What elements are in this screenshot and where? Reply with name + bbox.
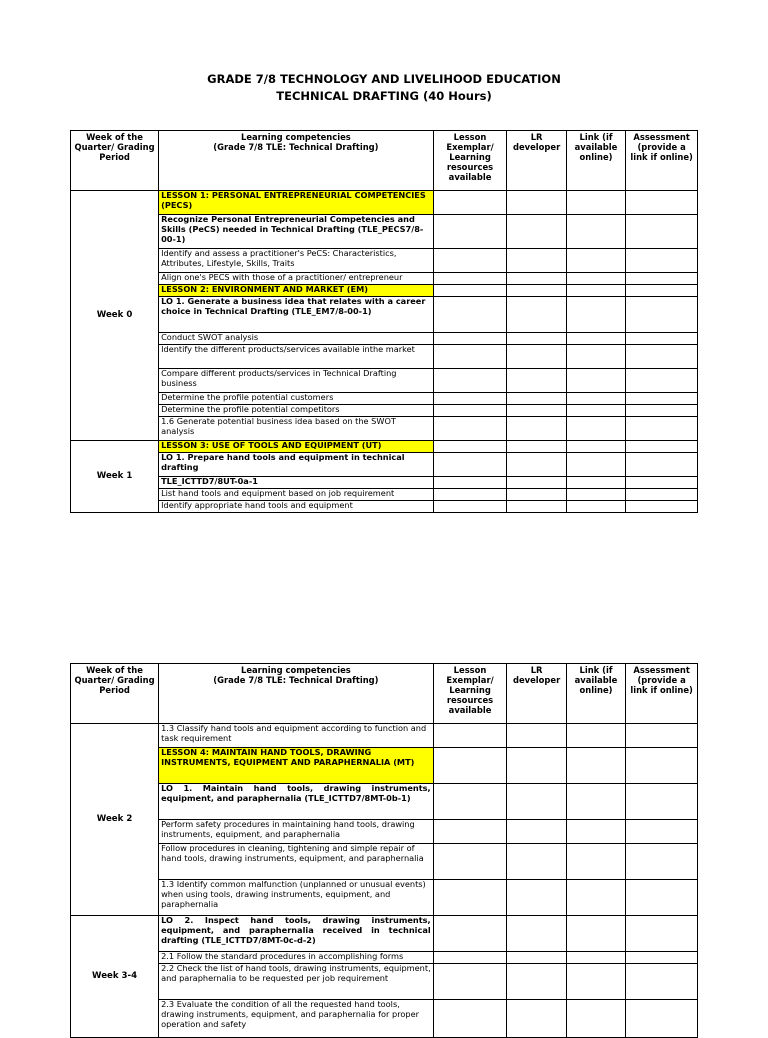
competency-item: 1.3 Classify hand tools and equipment according to function and task requirement [159,724,434,748]
learning-outcome: LO 1. Prepare hand tools and equipment in technical drafting [159,453,434,477]
table-row [71,191,698,215]
document-title-line2: TECHNICAL DRAFTING (40 Hours) [276,89,492,103]
competency-item: Identify the different products/services available inthe market [159,345,434,369]
competency-item: Conduct SWOT analysis [159,333,434,345]
table-row [71,417,698,441]
learning-outcome: LO 1. Maintain hand tools, drawing instruments, equipment, and paraphernalia (TLE_ICTTD7/8MT-0b-1) [159,784,434,820]
table-row [71,501,698,513]
lesson-heading: LESSON 2: ENVIRONMENT AND MARKET (EM) [159,285,434,297]
table-row [71,916,698,952]
table-row [71,489,698,501]
competency-item: Identify appropriate hand tools and equipment [159,501,434,513]
table-row [71,820,698,844]
header-assessment: Assessment (provide a link if online) [626,131,698,191]
table-row [71,477,698,489]
header-link: Link (if available online) [566,664,625,724]
learning-outcome: LO 2. Inspect hand tools, drawing instruments, equipment, and paraphernalia received in technical drafting (TLE_ICTTD7/8MT-0c-d-2) [159,916,434,952]
table-row [71,369,698,393]
competency-item: Compare different products/services in Technical Drafting business [159,369,434,393]
week-cell: Week 2 [71,724,159,916]
competency-item: 1.3 Identify common malfunction (unplanned or unusual events) when using tools, drawing instruments, equipment, and paraphernalia [159,880,434,916]
table-row [71,784,698,820]
competency-item: 2.3 Evaluate the condition of all the requested hand tools, drawing instruments, equipment, and paraphernalia for proper operation and safety [159,1000,434,1038]
competency-item: Identify and assess a practitioner's PeCS: Characteristics, Attributes, Lifestyle, Skills, Traits [159,249,434,273]
competency-item: 2.2 Check the list of hand tools, drawing instruments, equipment, and paraphernalia to be requested per job requirement [159,964,434,1000]
table-header-row [71,664,698,724]
lesson-heading: LESSON 3: USE OF TOOLS AND EQUIPMENT (UT) [159,441,434,453]
competency-item: Follow procedures in cleaning, tightening and simple repair of hand tools, drawing instruments, equipment, and paraphernalia [159,844,434,880]
competency-table-2 [70,663,698,1038]
table-row [71,273,698,285]
table-row [71,453,698,477]
lesson-heading: LESSON 4: MAINTAIN HAND TOOLS, DRAWING INSTRUMENTS, EQUIPMENT AND PARAPHERNALIA (MT) [159,748,434,784]
table-row [71,964,698,1000]
header-assessment: Assessment (provide a link if online) [626,664,698,724]
table-row [71,952,698,964]
header-competencies: Learning competencies (Grade 7/8 TLE: Technical Drafting) [159,664,434,724]
header-week: Week of the Quarter/ Grading Period [71,131,159,191]
table-row [71,333,698,345]
table-row [71,724,698,748]
header-competencies: Learning competencies (Grade 7/8 TLE: Technical Drafting) [159,131,434,191]
table-row [71,297,698,333]
header-link: Link (if available online) [566,131,625,191]
competency-item: Perform safety procedures in maintaining hand tools, drawing instruments, equipment, and paraphernalia [159,820,434,844]
table-row [71,215,698,249]
week-cell: Week 1 [71,441,159,513]
table-row [71,285,698,297]
competency-item: List hand tools and equipment based on job requirement [159,489,434,501]
header-lesson-exemplar: Lesson Exemplar/ Learning resources available [433,664,507,724]
table-header-row [71,131,698,191]
table-row [71,345,698,369]
header-lesson-exemplar: Lesson Exemplar/ Learning resources available [433,131,507,191]
competency-item: 1.6 Generate potential business idea based on the SWOT analysis [159,417,434,441]
week-cell: Week 3-4 [71,916,159,1038]
learning-outcome-code: TLE_ICTTD7/8UT-0a-1 [159,477,434,489]
table-row [71,405,698,417]
header-lr-developer: LR developer [507,131,566,191]
learning-outcome: Recognize Personal Entrepreneurial Competencies and Skills (PeCS) needed in Technical Drafting (TLE_PECS7/8-00-1) [159,215,434,249]
competency-item: Determine the profile potential customers [159,393,434,405]
table-row [71,441,698,453]
competency-item: Align one's PECS with those of a practitioner/ entrepreneur [159,273,434,285]
lesson-heading: LESSON 1: PERSONAL ENTREPRENEURIAL COMPETENCIES (PECS) [159,191,434,215]
table-row [71,1000,698,1038]
table-row [71,844,698,880]
header-week: Week of the Quarter/ Grading Period [71,664,159,724]
learning-outcome: LO 1. Generate a business idea that relates with a career choice in Technical Drafting (TLE_EM7/8-00-1) [159,297,434,333]
week-cell: Week 0 [71,191,159,441]
table-row [71,748,698,784]
table-row [71,249,698,273]
competency-table-1 [70,130,698,513]
table-row [71,880,698,916]
competency-item: Determine the profile potential competitors [159,405,434,417]
table-row [71,393,698,405]
competency-item: 2.1 Follow the standard procedures in accomplishing forms [159,952,434,964]
header-lr-developer: LR developer [507,664,566,724]
document-title-line1: GRADE 7/8 TECHNOLOGY AND LIVELIHOOD EDUCATION [207,72,561,86]
